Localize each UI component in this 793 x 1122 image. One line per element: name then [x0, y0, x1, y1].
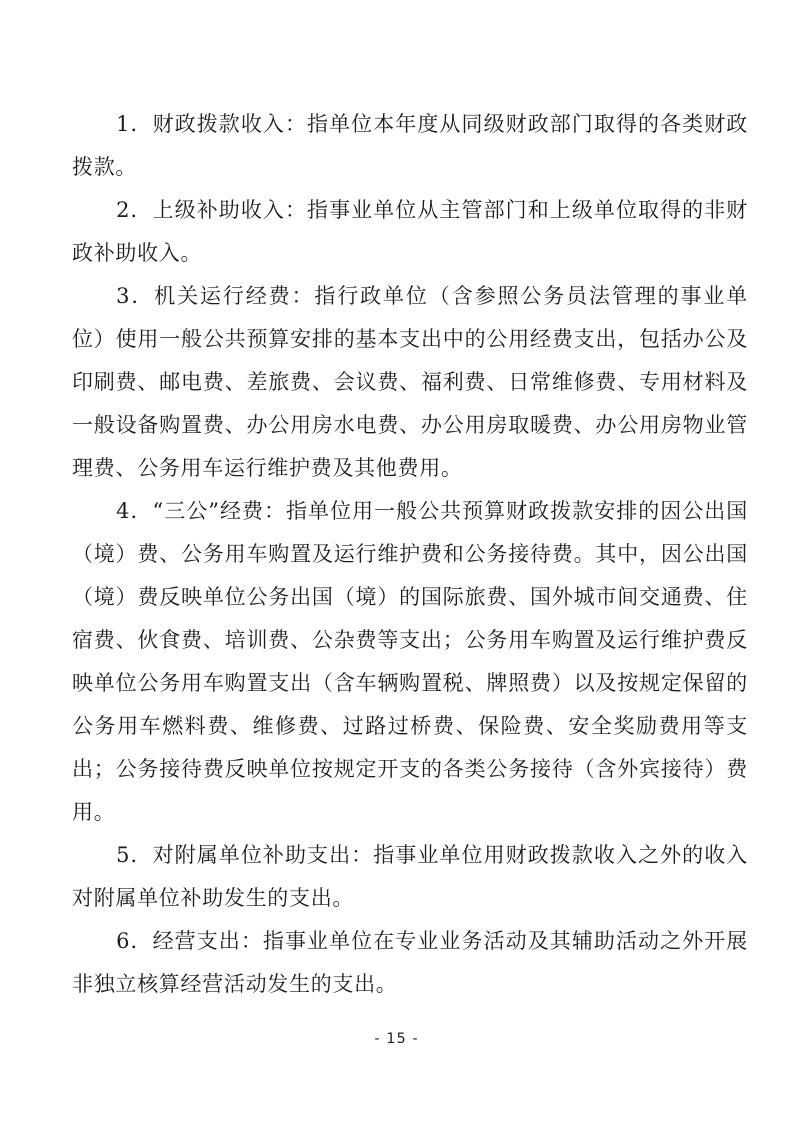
document-body — [72, 103, 748, 1006]
page-number: - 15 - — [374, 1031, 419, 1047]
paragraph-superior-subsidy-income: 2．上级补助收入：指事业单位从主管部门和上级单位取得的非财政补助收入。 — [72, 198, 748, 265]
paragraph-fiscal-appropriation-income: 1．财政拨款收入：指单位本年度从同级财政部门取得的各类财政拨款。 — [72, 112, 748, 179]
paragraph-three-public-expenses: 4．“三公”经费：指单位用一般公共预算财政拨款安排的因公出国（境）费、公务用车购置及运行维护费和公务接待费。其中，因公出国（境）费反映单位公务出国（境）的国际旅费、国外城市间交通费、住宿费、伙食费、培训费、公杂费等支出；公务用车购置及运行维护费反映单位公务用车购置支出（含车辆购置税、牌照费）以及按规定保留的公务用车燃料费、维修费、过路过桥费、保险费、安全奖励费用等支出；公务接待费反映单位按规定开支的各类公务接待（含外宾接待）费用。 — [72, 499, 748, 824]
paragraph-agency-operating-funds: 3．机关运行经费：指行政单位（含参照公务员法管理的事业单位）使用一般公共预算安排的基本支出中的公用经费支出，包括办公及印刷费、邮电费、差旅费、会议费、福利费、日常维修费、专用材料及一般设备购置费、办公用房水电费、办公用房取暖费、办公用房物业管理费、公务用车运行维护费及其他费用。 — [72, 284, 748, 480]
paragraph-operating-expenditure: 6．经营支出：指事业单位在专业业务活动及其辅助活动之外开展非独立核算经营活动发生的支出。 — [72, 929, 748, 996]
paragraph-subsidy-to-affiliated-units: 5．对附属单位补助支出：指事业单位用财政拨款收入之外的收入对附属单位补助发生的支出。 — [72, 843, 748, 910]
